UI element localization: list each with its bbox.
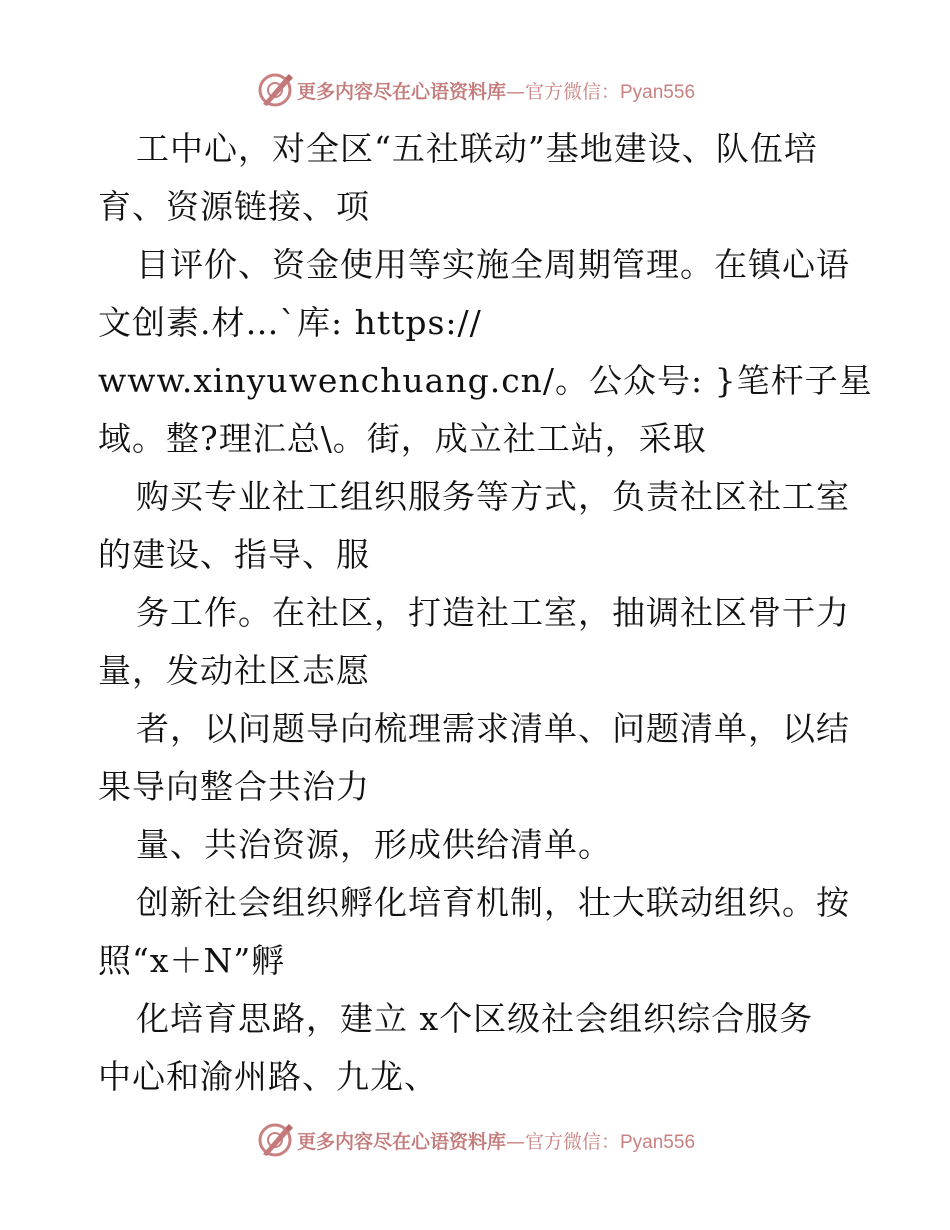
watermark-contact-label: 官方微信： <box>524 80 620 103</box>
pen-logo-icon <box>255 70 295 110</box>
text-line: 果导向整合共治力 <box>98 767 370 806</box>
pen-logo-icon <box>255 1120 295 1160</box>
watermark-text <box>297 77 695 104</box>
watermark-dash: — <box>505 1130 525 1153</box>
text-line: 照“x＋N”孵 <box>98 941 286 980</box>
text-line: 量，发动社区志愿 <box>98 651 370 690</box>
text-line: 目评价、资金使用等实施全周期管理。在镇心语 <box>136 245 850 284</box>
watermark-text <box>297 1127 695 1154</box>
text-line: 工中心，对全区“五社联动”基地建设、队伍培 <box>136 129 818 168</box>
text-line: 育、资源链接、项 <box>98 187 370 226</box>
watermark-brand: 更多内容尽在心语资料库 <box>296 1130 506 1153</box>
text-line: www.xinyuwenchuang.cn/。公众号: }笔杆子星 <box>98 361 873 400</box>
header-watermark <box>0 68 950 112</box>
watermark-contact-id: Pyan556 <box>620 1131 696 1153</box>
watermark-brand: 更多内容尽在心语资料库 <box>296 80 506 103</box>
text-line: 量、共治资源，形成供给清单。 <box>136 825 612 864</box>
text-line: 中心和渝州路、九龙、 <box>98 1057 438 1096</box>
footer-watermark <box>0 1118 950 1162</box>
watermark-dash: — <box>505 80 525 103</box>
watermark-contact-label: 官方微信： <box>524 1130 620 1153</box>
text-line: 的建设、指导、服 <box>98 535 370 574</box>
text-line: 创新社会组织孵化培育机制，壮大联动组织。按 <box>136 883 850 922</box>
text-line: 文创素.材…`库: https:// <box>98 303 482 342</box>
text-line: 域。整?理汇总\。街，成立社工站，采取 <box>98 419 707 458</box>
watermark-contact-id: Pyan556 <box>620 81 696 103</box>
text-line: 者，以问题导向梳理需求清单、问题清单，以结 <box>136 709 850 748</box>
text-line: 购买专业社工组织服务等方式，负责社区社工室 <box>136 477 850 516</box>
text-line: 务工作。在社区，打造社工室，抽调社区骨干力 <box>136 593 850 632</box>
text-line: 化培育思路，建立 x个区级社会组织综合服务 <box>136 999 814 1038</box>
